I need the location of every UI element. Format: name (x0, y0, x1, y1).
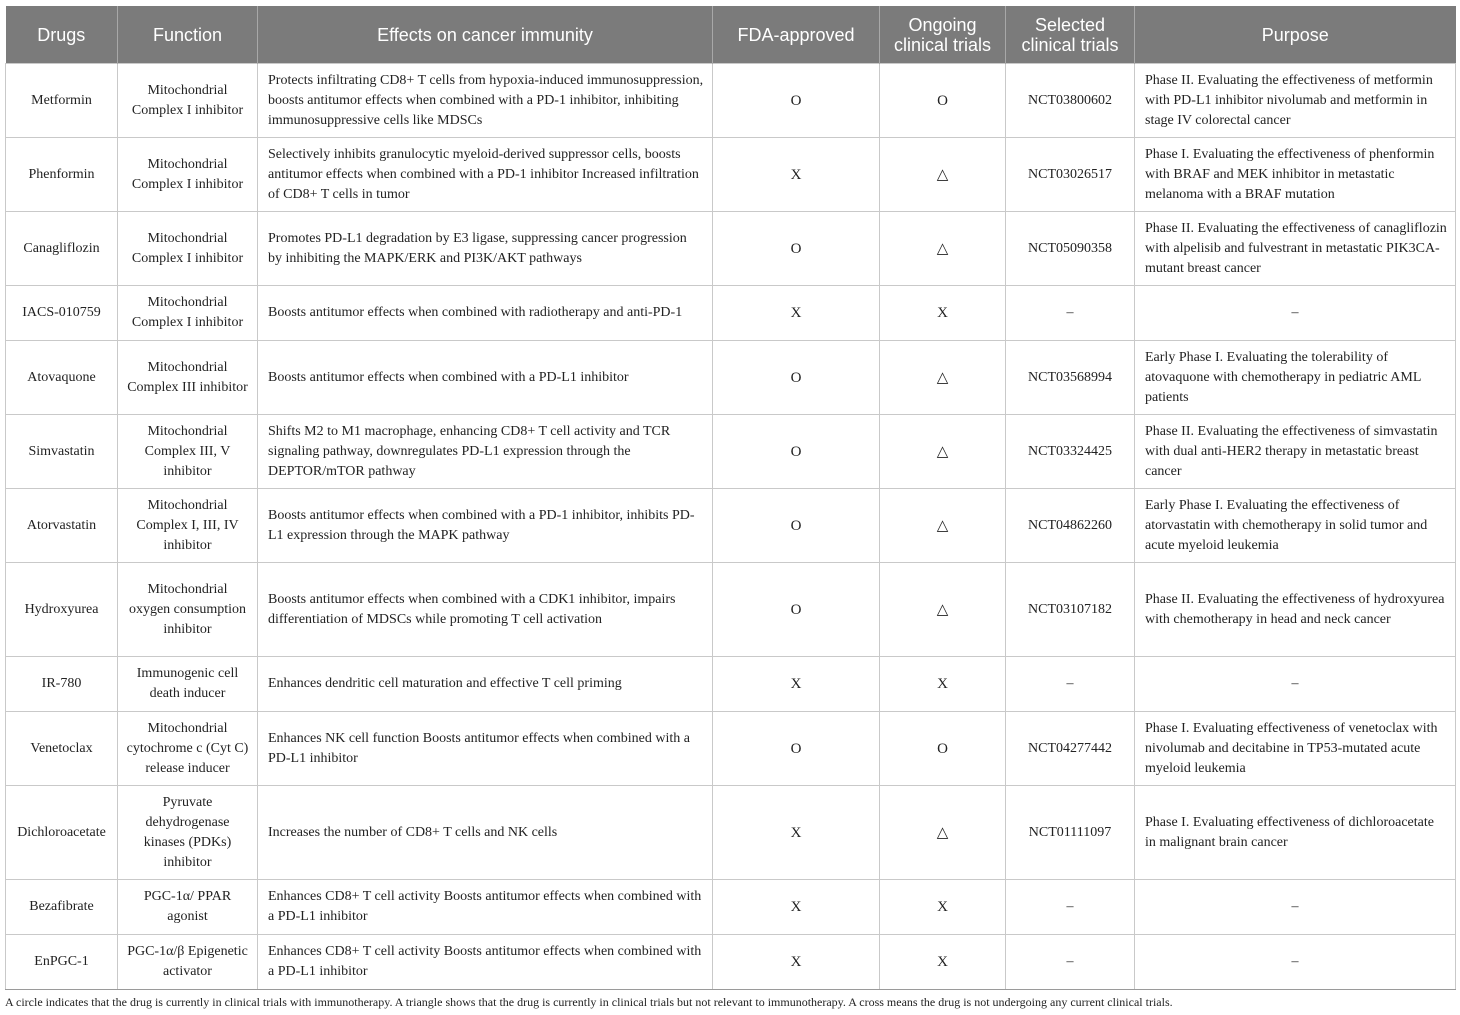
table-row (6, 786, 1456, 880)
cell-fda-approved: O (713, 563, 880, 657)
table-row (6, 64, 1456, 138)
cell-drug: Dichloroacetate (6, 786, 118, 880)
header-drugs: Drugs (6, 6, 118, 64)
cell-function: Pyruvate dehydrogenase kinases (PDKs) inhibitor (118, 786, 258, 880)
cell-fda-approved: O (713, 489, 880, 563)
cell-purpose: Phase I. Evaluating the effectiveness of phenformin with BRAF and MEK inhibitor in metastatic melanoma with a BRAF mutation (1135, 138, 1456, 212)
cell-drug: Atovaquone (6, 341, 118, 415)
cell-effects: Enhances CD8+ T cell activity Boosts antitumor effects when combined with a PD-L1 inhibitor (258, 935, 713, 990)
cell-fda-approved: X (713, 880, 880, 935)
cell-ongoing-trials: X (880, 935, 1006, 990)
cell-selected-trial: NCT01111097 (1006, 786, 1135, 880)
table-container (5, 6, 1455, 1010)
cell-drug: Atorvastatin (6, 489, 118, 563)
cell-effects: Boosts antitumor effects when combined with a PD-L1 inhibitor (258, 341, 713, 415)
table-row (6, 489, 1456, 563)
cell-fda-approved: O (713, 712, 880, 786)
cell-purpose: Early Phase I. Evaluating the tolerability of atovaquone with chemotherapy in pediatric AML patients (1135, 341, 1456, 415)
cell-selected-trial: NCT03324425 (1006, 415, 1135, 489)
cell-drug: IACS-010759 (6, 286, 118, 341)
cell-effects: Promotes PD-L1 degradation by E3 ligase, suppressing cancer progression by inhibiting the MAPK/ERK and PI3K/AKT pathways (258, 212, 713, 286)
cell-function: Mitochondrial Complex III inhibitor (118, 341, 258, 415)
cell-function: Immunogenic cell death inducer (118, 657, 258, 712)
cell-function: Mitochondrial cytochrome c (Cyt C) release inducer (118, 712, 258, 786)
cell-effects: Protects infiltrating CD8+ T cells from hypoxia-induced immunosuppression, boosts antitumor effects when combined with a PD-1 inhibitor, inhibiting immunosuppressive cells like MDSCs (258, 64, 713, 138)
cell-function: Mitochondrial Complex I inhibitor (118, 64, 258, 138)
cell-fda-approved: X (713, 935, 880, 990)
cell-fda-approved: O (713, 341, 880, 415)
table-row (6, 935, 1456, 990)
footnote: A circle indicates that the drug is currently in clinical trials with immunotherapy. A triangle shows that the drug is currently in clinical trials but not relevant to immunotherapy. A cross means the drug is not undergoing any current clinical trials. (5, 995, 1173, 1009)
table-row (6, 212, 1456, 286)
cell-purpose: Early Phase I. Evaluating the effectiveness of atorvastatin with chemotherapy in solid tumor and acute myeloid leukemia (1135, 489, 1456, 563)
cell-drug: IR-780 (6, 657, 118, 712)
cell-effects: Enhances CD8+ T cell activity Boosts antitumor effects when combined with a PD-L1 inhibitor (258, 880, 713, 935)
cell-function: PGC-1α/ PPAR agonist (118, 880, 258, 935)
table-row (6, 415, 1456, 489)
cell-ongoing-trials: O (880, 712, 1006, 786)
cell-purpose: – (1135, 286, 1456, 341)
cell-ongoing-trials: △ (880, 786, 1006, 880)
cell-selected-trial: – (1006, 935, 1135, 990)
cell-effects: Enhances NK cell function Boosts antitumor effects when combined with a PD-L1 inhibitor (258, 712, 713, 786)
cell-effects: Boosts antitumor effects when combined with radiotherapy and anti-PD-1 (258, 286, 713, 341)
cell-fda-approved: X (713, 657, 880, 712)
header-function: Function (118, 6, 258, 64)
cell-effects: Selectively inhibits granulocytic myeloid-derived suppressor cells, boosts antitumor effects when combined with a PD-1 inhibitor Increased infiltration of CD8+ T cells in tumor (258, 138, 713, 212)
cell-ongoing-trials: △ (880, 212, 1006, 286)
table-row (6, 563, 1456, 657)
cell-drug: Simvastatin (6, 415, 118, 489)
cell-selected-trial: – (1006, 657, 1135, 712)
cell-ongoing-trials: X (880, 286, 1006, 341)
cell-ongoing-trials: △ (880, 415, 1006, 489)
cell-purpose: – (1135, 657, 1456, 712)
cell-selected-trial: NCT03107182 (1006, 563, 1135, 657)
cell-selected-trial: NCT04862260 (1006, 489, 1135, 563)
cell-function: Mitochondrial oxygen consumption inhibitor (118, 563, 258, 657)
table-row (6, 286, 1456, 341)
cell-ongoing-trials: X (880, 657, 1006, 712)
cell-fda-approved: X (713, 286, 880, 341)
header-row (6, 6, 1456, 64)
cell-selected-trial: NCT03026517 (1006, 138, 1135, 212)
header-selected-trials: Selected clinical trials (1006, 6, 1135, 64)
cell-effects: Shifts M2 to M1 macrophage, enhancing CD8+ T cell activity and TCR signaling pathway, downregulates PD-L1 expression through the DEPTOR/mTOR pathway (258, 415, 713, 489)
cell-purpose: – (1135, 880, 1456, 935)
cell-function: Mitochondrial Complex I inhibitor (118, 212, 258, 286)
table-row (6, 138, 1456, 212)
cell-purpose: Phase II. Evaluating the effectiveness of canagliflozin with alpelisib and fulvestrant in metastatic PIK3CA-mutant breast cancer (1135, 212, 1456, 286)
cell-fda-approved: O (713, 415, 880, 489)
header-effects: Effects on cancer immunity (258, 6, 713, 64)
cell-fda-approved: O (713, 212, 880, 286)
cell-function: Mitochondrial Complex I inhibitor (118, 138, 258, 212)
cell-purpose: Phase II. Evaluating the effectiveness of metformin with PD-L1 inhibitor nivolumab and metformin in stage IV colorectal cancer (1135, 64, 1456, 138)
cell-ongoing-trials: △ (880, 489, 1006, 563)
cell-drug: Hydroxyurea (6, 563, 118, 657)
cell-selected-trial: NCT04277442 (1006, 712, 1135, 786)
cell-ongoing-trials: X (880, 880, 1006, 935)
cell-fda-approved: O (713, 64, 880, 138)
cell-effects: Boosts antitumor effects when combined with a PD-1 inhibitor, inhibits PD-L1 expression through the MAPK pathway (258, 489, 713, 563)
cell-function: PGC-1α/β Epigenetic activator (118, 935, 258, 990)
cell-drug: Phenformin (6, 138, 118, 212)
cell-selected-trial: NCT05090358 (1006, 212, 1135, 286)
cell-drug: Bezafibrate (6, 880, 118, 935)
header-fda-approved: FDA-approved (713, 6, 880, 64)
table-row (6, 712, 1456, 786)
cell-drug: Metformin (6, 64, 118, 138)
drug-table (5, 6, 1456, 990)
header-purpose: Purpose (1135, 6, 1456, 64)
cell-purpose: Phase II. Evaluating the effectiveness of hydroxyurea with chemotherapy in head and neck cancer (1135, 563, 1456, 657)
table-row (6, 657, 1456, 712)
cell-drug: Canagliflozin (6, 212, 118, 286)
cell-selected-trial: NCT03800602 (1006, 64, 1135, 138)
cell-drug: EnPGC-1 (6, 935, 118, 990)
cell-ongoing-trials: △ (880, 341, 1006, 415)
cell-purpose: – (1135, 935, 1456, 990)
cell-function: Mitochondrial Complex I, III, IV inhibitor (118, 489, 258, 563)
cell-purpose: Phase I. Evaluating effectiveness of dichloroacetate in malignant brain cancer (1135, 786, 1456, 880)
header-ongoing-trials: Ongoing clinical trials (880, 6, 1006, 64)
cell-ongoing-trials: O (880, 64, 1006, 138)
cell-effects: Boosts antitumor effects when combined with a CDK1 inhibitor, impairs differentiation of MDSCs while promoting T cell activation (258, 563, 713, 657)
cell-ongoing-trials: △ (880, 563, 1006, 657)
cell-function: Mitochondrial Complex I inhibitor (118, 286, 258, 341)
cell-fda-approved: X (713, 138, 880, 212)
cell-selected-trial: – (1006, 880, 1135, 935)
cell-purpose: Phase I. Evaluating effectiveness of venetoclax with nivolumab and decitabine in TP53-mutated acute myeloid leukemia (1135, 712, 1456, 786)
cell-effects: Increases the number of CD8+ T cells and NK cells (258, 786, 713, 880)
cell-ongoing-trials: △ (880, 138, 1006, 212)
table-row (6, 880, 1456, 935)
table-body (6, 64, 1456, 990)
cell-selected-trial: NCT03568994 (1006, 341, 1135, 415)
cell-function: Mitochondrial Complex III, V inhibitor (118, 415, 258, 489)
cell-drug: Venetoclax (6, 712, 118, 786)
cell-selected-trial: – (1006, 286, 1135, 341)
cell-fda-approved: X (713, 786, 880, 880)
cell-purpose: Phase II. Evaluating the effectiveness of simvastatin with dual anti-HER2 therapy in metastatic breast cancer (1135, 415, 1456, 489)
cell-effects: Enhances dendritic cell maturation and effective T cell priming (258, 657, 713, 712)
table-row (6, 341, 1456, 415)
